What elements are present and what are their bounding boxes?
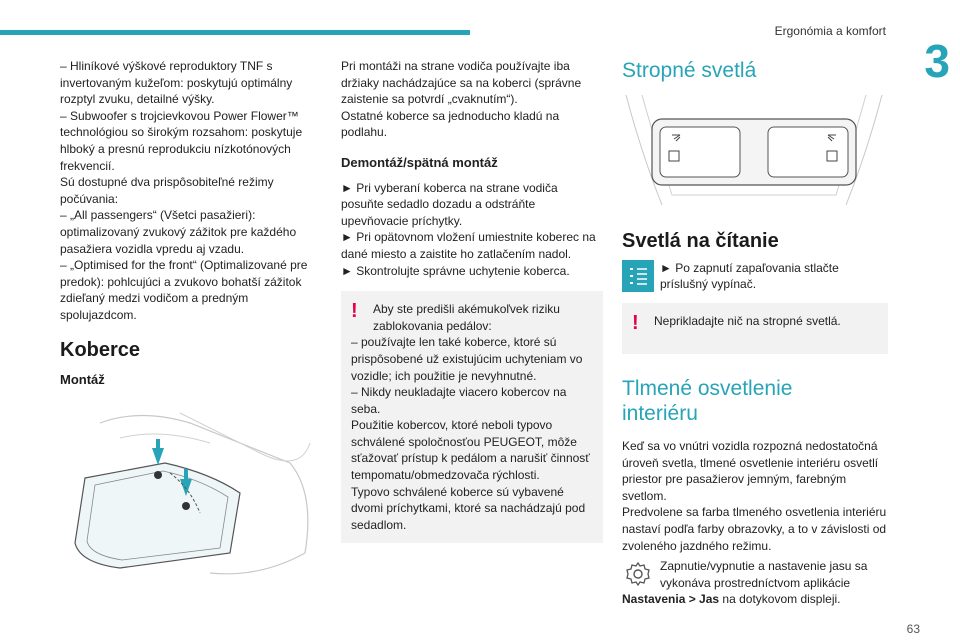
text-line: – Subwoofer s trojcievkovou Power Flower™ technológiou so širokým rozsahom: poskytuje hlboký a presnú reprodukciu nízkotónových frekvencií. [60,108,303,173]
floor-mat-illustration [60,403,320,581]
text-line: Sú dostupné dva prispôsobiteľné režimy počúvania: [60,175,274,206]
heading-demontaz: Demontáž/spätná montáž [341,154,498,170]
column-2 [341,58,603,543]
warning-line: Použitie kobercov, ktoré neboli typovo schválené spoločnosťou PEUGEOT, môže sťažovať prístup k pedálom a narušiť činnosť tempomatu/obmedzovača rýchlosti. [351,418,590,483]
warning-first-line: Aby ste predišli akémukoľvek riziku zablokovania pedálov: [373,302,560,333]
settings-path: Nastavenia > Jas [622,592,720,607]
reading-light-icon [622,260,654,292]
section-title: Ergonómia a komfort [774,24,886,38]
text-line: – Hliníkové výškové reproduktory TNF s invertovaným kužeľom: poskytujú optimálny rozptyl zvuku, detailné výšky. [60,59,293,107]
warning-line: Typovo schválené koberce sú vybavené dvomi príchytkami, ktoré sa nachádzajú pod sedadlom. [351,484,586,532]
warning-line: – používajte len také koberce, ktoré sú prispôsobené už existujúcim uchyteniam vo vozidle; ich použitie je nevyhnutné. [351,335,583,383]
warning-icon: ! [632,311,639,334]
settings-tail: na dotykovom displeji. [722,592,841,607]
step-item: ► Skontrolujte správne uchytenie koberca. [341,263,570,278]
heading-stropne-svetla: Stropné svetlá [622,59,757,82]
heading-koberce: Koberce [60,338,141,361]
chapter-number: 3 [924,35,950,87]
settings-row [622,558,888,591]
heading-svetla-na-citanie: Svetlá na čítanie [622,230,779,253]
reading-light-row [622,260,888,293]
reading-light-text: ► Po zapnutí zapaľovania stlačte príslušný vypínač. [660,260,839,292]
ceiling-lights-illustration [622,95,886,219]
ambient-text-2: Predvolene sa farba tlmeného osvetlenia interiéru nastaví podľa farby obrazovky, a to v závislosti od zvoleného jazdného režimu. [622,505,887,553]
header-accent-bar [0,30,470,35]
step-item: ► Pri vyberaní koberca na strane vodiča posuňte sedadlo dozadu a odstráňte upevňovacie príchytky. [341,180,558,228]
warning-box-ceiling [622,303,888,354]
warning-icon: ! [351,300,358,323]
warning-line: – Nikdy neukladajte viacero kobercov na seba. [351,385,567,416]
step-item: ► Pri opätovnom vložení umiestnite koberec na dané miesto a zaistite ho zatlačením nadol. [341,230,596,261]
column-1 [60,58,312,581]
page-number: 63 [906,622,920,636]
settings-text: Zapnutie/vypnutie a nastavenie jasu sa vykonáva prostredníctvom aplikácie [660,559,868,590]
intro-text-2: Ostatné koberce sa jednoducho kladú na podlahu. [341,108,560,140]
ambient-text-1: Keď sa vo vnútri vozidla rozpozná nedostatočná úroveň svetla, tlmené osvetlenie interiéru osvetlí priestor pre pasažierov jemným, farebným svetlom. [622,438,879,503]
text-line: – „All passengers“ (Všetci pasažieri): optimalizovaný zvukový zážitok pre každého pasažiera vozidla vpredu aj vzadu. [60,208,297,256]
gear-icon [622,558,654,590]
column-3 [622,58,888,608]
heading-tlmene-osvetlenie: Tlmené osvetlenie interiéru [622,376,793,425]
settings-path-line [622,591,888,608]
heading-montaz: Montáž [60,372,105,388]
warning-box [341,291,603,543]
intro-text: Pri montáži na strane vodiča používajte iba držiaky nachádzajúce sa na koberci (správne zaistenie sa potvrdí „cvaknutím“). [341,59,582,107]
warning-text: Neprikladajte nič na stropné svetlá. [654,313,841,328]
text-line: – „Optimised for the front“ (Optimalizované pre predok): pohlcujúci a zvukovo bohatší zážitok zdieľaný medzi vodičom a predným spolujazdcom. [60,258,308,322]
